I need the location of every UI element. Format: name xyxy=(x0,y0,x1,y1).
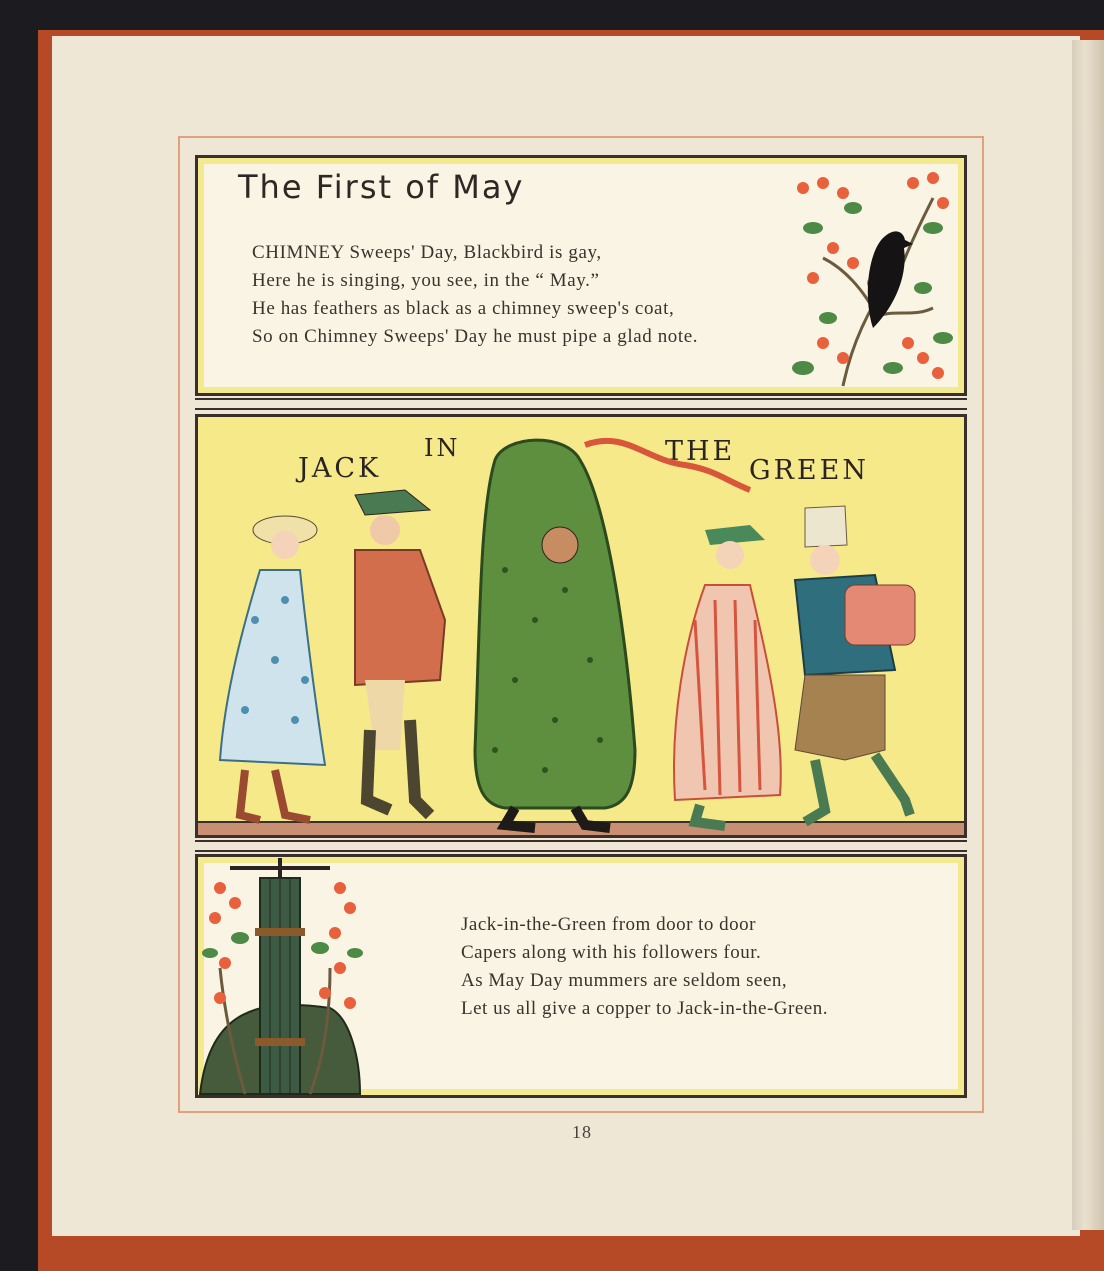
blackbird-illustration xyxy=(783,168,955,386)
banner-word-in: IN xyxy=(424,434,461,462)
verse-line: Capers along with his followers four. xyxy=(461,942,762,963)
verse-line: He has feathers as black as a chimney sweep's coat, xyxy=(252,298,675,319)
divider-rule xyxy=(195,840,967,852)
verse-line: So on Chimney Sweeps' Day he must pipe a glad note. xyxy=(252,326,699,347)
dancers-illustration xyxy=(205,420,940,832)
top-verse xyxy=(252,239,698,351)
verse-line: CHIMNEY Sweeps' Day, Blackbird is gay, xyxy=(252,242,602,263)
page-gutter-shadow xyxy=(1072,40,1104,1230)
page-number: 18 xyxy=(572,1122,592,1142)
verse-line: Here he is singing, you see, in the “ May.” xyxy=(252,270,600,291)
banner-word-the: THE xyxy=(665,436,736,467)
verse-line: Jack-in-the-Green from door to door xyxy=(461,914,757,935)
page-title: The First of May xyxy=(238,168,525,206)
chimney-brushes-illustration xyxy=(200,858,370,1094)
banner-word-green: GREEN xyxy=(749,455,869,486)
banner-word-jack: JACK xyxy=(298,453,382,484)
verse-line: Let us all give a copper to Jack-in-the-Green. xyxy=(461,998,828,1019)
divider-rule xyxy=(195,398,967,410)
verse-line: As May Day mummers are seldom seen, xyxy=(461,970,788,991)
bottom-verse xyxy=(461,911,828,1023)
